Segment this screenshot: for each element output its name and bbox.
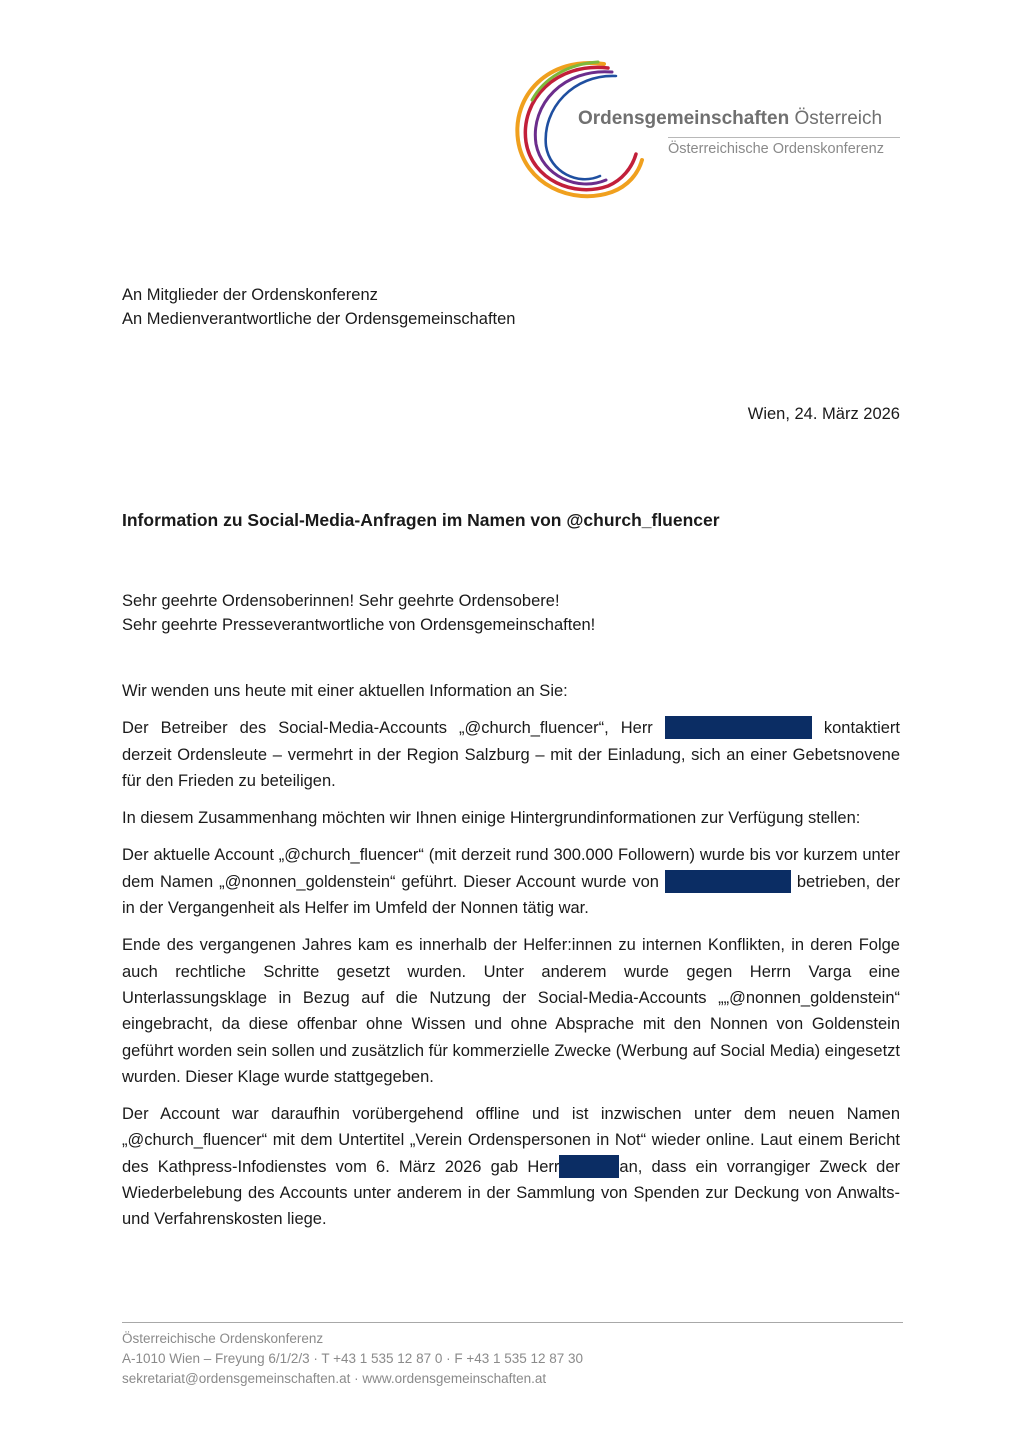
body-paragraph: Der Betreiber des Social-Media-Accounts „@church_fluencer“, Herr kontaktiert derzeit Ordensleute – vermehrt in der Region Salzburg – mit der Einladung, sich an einer Gebetsnovene für den Frieden zu beteiligen. [122, 715, 900, 794]
footer-divider [122, 1322, 903, 1323]
org-name: Ordensgemeinschaften Österreich [578, 108, 883, 129]
body-paragraph: Der Account war daraufhin vorübergehend offline und ist inzwischen unter dem neuen Namen „@church_fluencer“ mit dem Untertitel „Verein Ordenspersonen in Not“ wieder online. Laut einem Bericht des Kathpress-Infodienstes vom 6. März 2026 gab Herr an, dass ein vorrangiger Zweck der Wiederbelebung des Accounts unter anderem in der Sammlung von Spenden zur Deckung von Anwalts- und Verfahrenskosten liege. [122, 1105, 900, 1229]
header-divider [668, 137, 900, 138]
salutation-block [122, 589, 595, 637]
body-paragraph: Wir wenden uns heute mit einer aktuellen Information an Sie: [122, 682, 568, 700]
salutation-line: Sehr geehrte Ordensoberinnen! Sehr geehrte Ordensobere! [122, 592, 560, 610]
body-paragraph: Ende des vergangenen Jahres kam es innerhalb der Helfer:innen zu internen Konflikten, in deren Folge auch rechtliche Schritte gesetzt wurden. Unter anderem wurde gegen Herrn Varga eine Unterlassungsklage in Bezug auf die Nutzung der Social-Media-Accounts „„@nonnen_goldenstein“ eingebracht, da diese offenbar ohne Wissen und ohne Absprache mit den Nonnen von Goldenstein geführt worden sein sollen und zusätzlich für kommerzielle Zwecke (Werbung auf Social Media) eingesetzt wurden. Dieser Klage wurde stattgegeben. [122, 936, 900, 1086]
footer-address: A-1010 Wien – Freyung 6/1/2/3 · T +43 1 535 12 87 0 · F +43 1 535 12 87 30 [122, 1351, 584, 1366]
footer-contact: sekretariat@ordensgemeinschaften.at · www.ordensgemeinschaften.at [122, 1371, 547, 1386]
redaction-bar [559, 1155, 619, 1178]
letter-body [122, 678, 900, 1244]
letter-date: Wien, 24. März 2026 [747, 405, 900, 423]
addressee-line: An Medienverantwortliche der Ordensgemeinschaften [122, 310, 516, 328]
redaction-bar [665, 870, 791, 893]
footer [122, 1329, 583, 1389]
body-paragraph: In diesem Zusammenhang möchten wir Ihnen einige Hintergrundinformationen zur Verfügung stellen: [122, 809, 861, 828]
order-logo-icon [508, 56, 658, 206]
body-paragraph: Der aktuelle Account „@church_fluencer“ (mit derzeit rund 300.000 Followern) wurde bis vor kurzem unter dem Namen „@nonnen_goldenstein“ geführt. Dieser Account wurde von betrieben, der in der Vergangenheit als Helfer im Umfeld der Nonnen tätig war. [122, 846, 900, 918]
org-subtitle: Österreichische Ordenskonferenz [668, 141, 884, 157]
redaction-bar [665, 716, 812, 739]
addressee-line: An Mitglieder der Ordenskonferenz [122, 286, 378, 304]
salutation-line: Sehr geehrte Presseverantwortliche von Ordensgemeinschaften! [122, 616, 596, 634]
addressee-block [122, 283, 515, 331]
footer-org: Österreichische Ordenskonferenz [122, 1331, 324, 1346]
letter-subject: Information zu Social-Media-Anfragen im Namen von @church_fluencer [122, 510, 720, 530]
